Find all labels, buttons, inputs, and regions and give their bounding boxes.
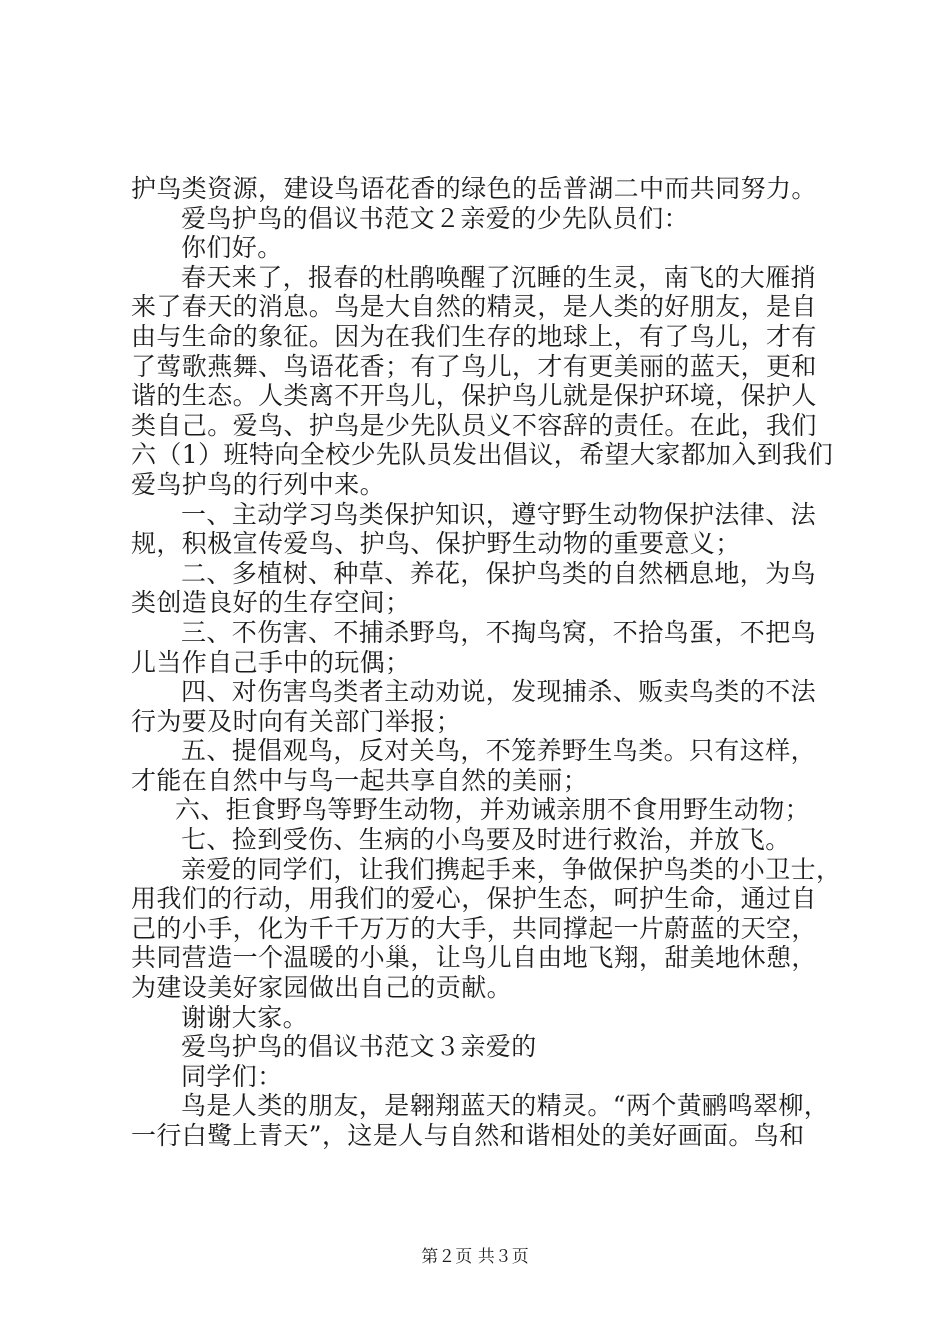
text-line: 二、多植树、种草、养花，保护鸟类的自然栖息地，为鸟 xyxy=(181,558,817,588)
text-line: 六、拒食野鸟等野生动物，并劝诫亲朋不食用野生动物； xyxy=(175,795,811,825)
text-line: 一行白鹭上青天”，这是人与自然和谐相处的美好画面。鸟和 xyxy=(131,1121,805,1150)
text-line: 用我们的行动，用我们的爱心，保护生态，呵护生命，通过自 xyxy=(131,884,817,914)
text-line: 三、不伤害、不捕杀野鸟，不掏鸟窝，不拾鸟蛋，不把鸟 xyxy=(181,617,817,647)
text-line: 规，积极宣传爱鸟、护鸟、保护野生动物的重要意义； xyxy=(131,529,741,559)
text-line: 亲爱的同学们，让我们携起手来，争做保护鸟类的小卫士， xyxy=(181,854,842,884)
text-line: 爱鸟护鸟的倡议书范文２亲爱的少先队员们： xyxy=(181,203,690,233)
text-line: 类创造良好的生存空间； xyxy=(131,588,411,618)
text-line: 行为要及时向有关部门举报； xyxy=(131,706,462,736)
text-line: 四、对伤害鸟类者主动劝说，发现捕杀、贩卖鸟类的不法 xyxy=(181,677,817,707)
text-line: 同学们： xyxy=(181,1061,283,1091)
text-line: 七、捡到受伤、生病的小鸟要及时进行救治，并放飞。 xyxy=(181,825,791,855)
page-number-label: 第２页 共３页 xyxy=(421,1247,529,1267)
text-line: 你们好。 xyxy=(181,233,283,263)
text-line: 类自己。爱鸟、护鸟是少先队员义不容辞的责任。在此，我们 xyxy=(131,410,817,440)
text-line: 才能在自然中与鸟一起共享自然的美丽； xyxy=(131,765,589,795)
text-line: 为建设美好家园做出自己的贡献。 xyxy=(131,973,513,1003)
page-footer xyxy=(0,1242,950,1267)
text-line: 一、主动学习鸟类保护知识，遵守野生动物保护法律、法 xyxy=(181,499,817,529)
text-line: 春天来了，报春的杜鹃唤醒了沉睡的生灵，南飞的大雁捎 xyxy=(181,262,817,292)
text-line: 来了春天的消息。鸟是大自然的精灵，是人类的好朋友，是自 xyxy=(131,292,817,322)
text-line: 由与生命的象征。因为在我们生存的地球上，有了鸟儿，才有 xyxy=(131,321,817,351)
text-line: 谐的生态。人类离不开鸟儿，保护鸟儿就是保护环境，保护人 xyxy=(131,381,817,411)
text-line: 儿当作自己手中的玩偶； xyxy=(131,647,411,677)
text-line: 爱鸟护鸟的倡议书范文３亲爱的 xyxy=(181,1032,537,1062)
text-line: 共同营造一个温暖的小巢，让鸟儿自由地飞翔，甜美地休憩， xyxy=(131,943,817,973)
text-line: 五、提倡观鸟，反对关鸟，不笼养野生鸟类。只有这样， xyxy=(181,736,817,766)
text-line: 谢谢大家。 xyxy=(181,1002,309,1032)
text-line: 六（1）班特向全校少先队员发出倡议，希望大家都加入到我们 xyxy=(131,440,834,470)
text-line: 己的小手，化为千千万万的大手，共同撑起一片蔚蓝的天空， xyxy=(131,913,817,943)
text-line: 鸟是人类的朋友，是翱翔蓝天的精灵。“两个黄鹂鸣翠柳， xyxy=(181,1091,830,1121)
text-line: 爱鸟护鸟的行列中来。 xyxy=(131,469,386,499)
text-line: 了莺歌燕舞、鸟语花香；有了鸟儿，才有更美丽的蓝天，更和 xyxy=(131,351,817,381)
text-line: 护鸟类资源，建设鸟语花香的绿色的岳普湖二中而共同努力。 xyxy=(131,174,817,203)
document-body xyxy=(131,174,842,1151)
